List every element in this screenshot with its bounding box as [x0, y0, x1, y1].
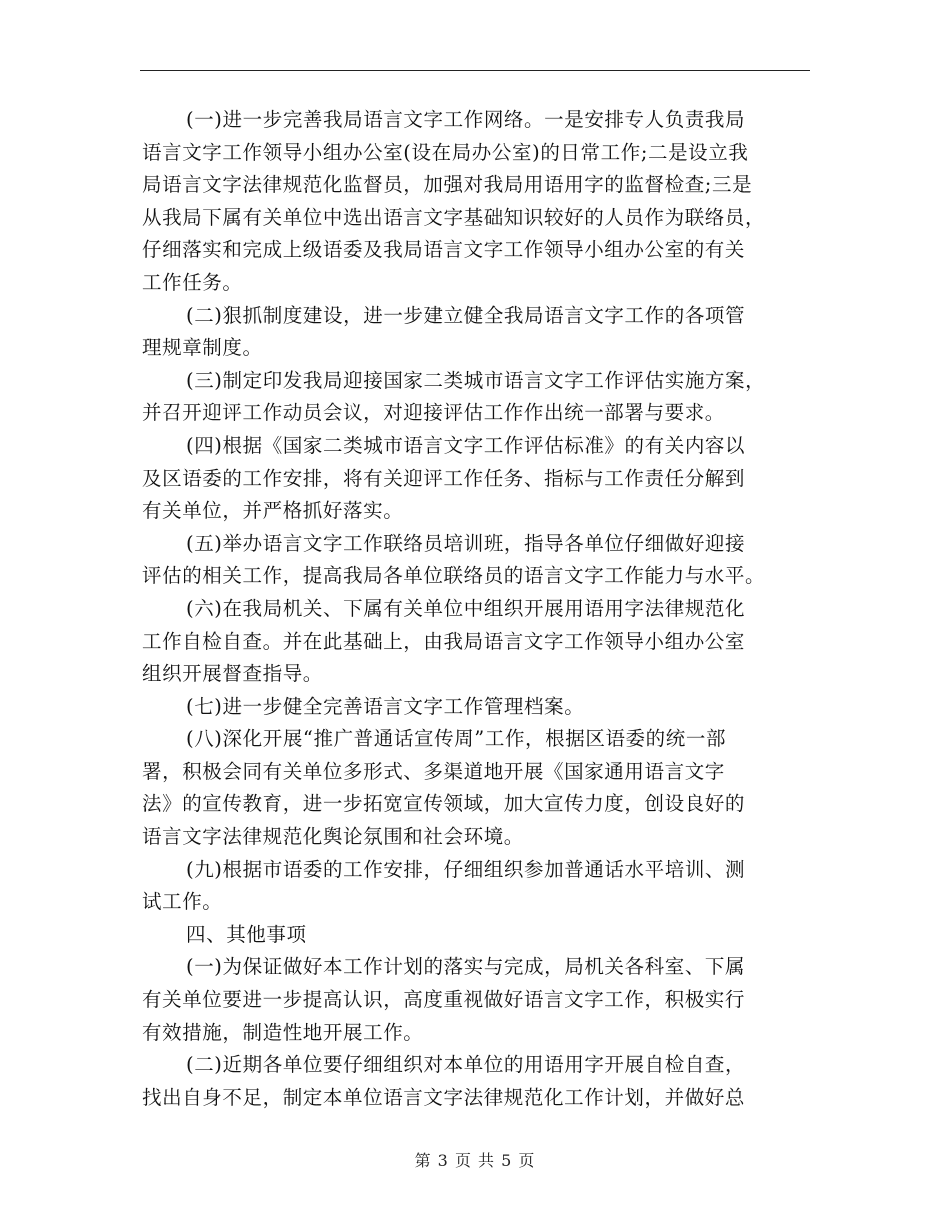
paragraph: [142, 919, 808, 952]
text-line: 试工作。: [142, 890, 223, 914]
text-line: (三)制定印发我局迎接国家二类城市语言文字工作评估实施方案，: [186, 368, 766, 392]
paragraph: [142, 691, 808, 724]
text-line: 法》的宣传教育，进一步拓宽宣传领域，加大宣传力度，创设良好的: [142, 792, 746, 816]
paragraph: [142, 528, 808, 593]
text-line: (四)根据《国家二类城市语言文字工作评估标准》的有关内容以: [186, 433, 746, 457]
text-line: 理规章制度。: [142, 336, 263, 360]
text-line: 评估的相关工作，提高我局各单位联络员的语言文字工作能力与水平。: [142, 564, 766, 588]
text-line: (一)为保证做好本工作计划的落实与完成，局机关各科室、下属: [186, 955, 746, 979]
document-body: [142, 104, 808, 1114]
text-line: 并召开迎评工作动员会议，对迎接评估工作作出统一部署与要求。: [142, 401, 725, 425]
paragraph: [142, 300, 808, 365]
paragraph: [142, 723, 808, 853]
text-line: 语言文字工作领导小组办公室(设在局办公室)的日常工作;二是设立我: [142, 140, 749, 164]
text-line: 从我局下属有关单位中选出语言文字基础知识较好的人员作为联络员，: [142, 205, 766, 229]
text-line: 及区语委的工作安排，将有关迎评工作任务、指标与工作责任分解到: [142, 466, 746, 490]
paragraph: [142, 854, 808, 919]
page-number: 第 3 页 共 5 页: [414, 1151, 536, 1170]
text-line: (二)狠抓制度建设，进一步建立健全我局语言文字工作的各项管: [186, 303, 746, 327]
text-line: (七)进一步健全完善语言文字工作管理档案。: [186, 694, 585, 718]
paragraph: [142, 104, 808, 300]
text-line: (九)根据市语委的工作安排，仔细组织参加普通话水平培训、测: [186, 857, 746, 881]
text-line: 组织开展督查指导。: [142, 662, 323, 686]
header-rule: [140, 70, 810, 71]
text-line: 有关单位，并严格抓好落实。: [142, 499, 404, 523]
text-line: 有关单位要进一步提高认识，高度重视做好语言文字工作，积极实行: [142, 988, 746, 1012]
text-line: (五)举办语言文字工作联络员培训班，指导各单位仔细做好迎接: [186, 531, 746, 555]
paragraph: [142, 1049, 808, 1114]
text-line: 工作自检自查。并在此基础上，由我局语言文字工作领导小组办公室: [142, 629, 746, 653]
paragraph: [142, 365, 808, 430]
text-line: (二)近期各单位要仔细组织对本单位的用语用字开展自检自查，: [186, 1053, 746, 1077]
text-line: 仔细落实和完成上级语委及我局语言文字工作领导小组办公室的有关: [142, 238, 746, 262]
paragraph: [142, 593, 808, 691]
text-line: (八)深化开展“推广普通话宣传周”工作，根据区语委的统一部: [186, 727, 727, 751]
text-line: 有效措施，制造性地开展工作。: [142, 1020, 424, 1044]
text-line: 工作任务。: [142, 270, 243, 294]
text-line: (一)进一步完善我局语言文字工作网络。一是安排专人负责我局: [186, 108, 746, 131]
text-line: (六)在我局机关、下属有关单位中组织开展用语用字法律规范化: [186, 596, 746, 620]
text-line: 局语言文字法律规范化监督员，加强对我局用语用字的监督检查;三是: [142, 173, 753, 197]
paragraph: [142, 430, 808, 528]
text-line: 署，积极会同有关单位多形式、多渠道地开展《国家通用语言文字: [142, 759, 725, 783]
text-line: 四、其他事项: [186, 922, 307, 946]
paragraph: [142, 951, 808, 1049]
text-line: 找出自身不足，制定本单位语言文字法律规范化工作计划，并做好总: [142, 1085, 746, 1109]
text-line: 语言文字法律规范化舆论氛围和社会环境。: [142, 825, 524, 849]
